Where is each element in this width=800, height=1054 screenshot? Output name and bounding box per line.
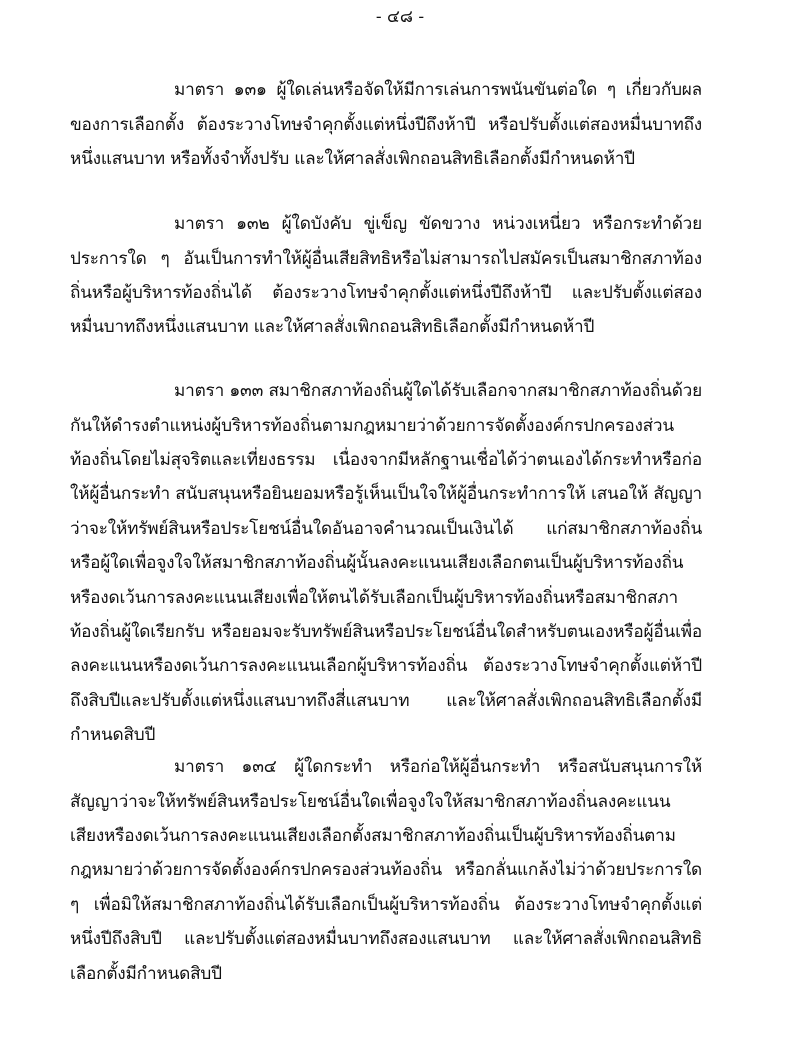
section-133-paragraph: มาตรา ๑๓๓ สมาชิกสภาท้องถิ่นผู้ใดได้รับเลือกจากสมาชิกสภาท้องถิ่นด้วยกันให้ดำรงตำแหน่งผู้บริหารท้องถิ่นตามกฎหมายว่าด้วยการจัดตั้งองค์กรปกครองส่วนท้องถิ่นโดยไม่สุจริตและเที่ยงธรรม เนื่องจากมีหลักฐานเชื่อได้ว่าตนเองได้กระทำหรือก่อให้ผู้อื่นกระทำ สนับสนุนหรือยินยอมหรือรู้เห็นเป็นใจให้ผู้อื่นกระทำการให้ เสนอให้ สัญญาว่าจะให้ทรัพย์สินหรือประโยชน์อื่นใดอันอาจคำนวณเป็นเงินได้ แก่สมาชิกสภาท้องถิ่นหรือผู้ใดเพื่อจูงใจให้สมาชิกสภาท้องถิ่นผู้นั้นลงคะแนนเสียงเลือกตนเป็นผู้บริหารท้องถิ่น หรืองดเว้นการลงคะแนนเสียงเพื่อให้ตนได้รับเลือกเป็นผู้บริหารท้องถิ่นหรือสมาชิกสภาท้องถิ่นผู้ใดเรียกรับ หรือยอมจะรับทรัพย์สินหรือประโยชน์อื่นใดสำหรับตนเองหรือผู้อื่นเพื่อลงคะแนนหรืองดเว้นการลงคะแนนเลือกผู้บริหารท้องถิ่น ต้องระวางโทษจำคุกตั้งแต่ห้าปีถึงสิบปีและปรับตั้งแต่หนึ่งแสนบาทถึงสี่แสนบาท และให้ศาลสั่งเพิกถอนสิทธิเลือกตั้งมีกำหนดสิบปี [70, 381, 702, 746]
section-131-paragraph: มาตรา ๑๓๑ ผู้ใดเล่นหรือจัดให้มีการเล่นการพนันขันต่อใด ๆ เกี่ยวกับผลของการเลือกตั้ง ต้องระวางโทษจำคุกตั้งแต่หนึ่งปีถึงห้าปี หรือปรับตั้งแต่สองหมื่นบาทถึงหนึ่งแสนบาท หรือทั้งจำทั้งปรับ และให้ศาลสั่งเพิกถอนสิทธิเลือกตั้งมีกำหนดห้าปี [70, 80, 702, 169]
page-number: - ๔๘ - [375, 7, 425, 27]
section-132-paragraph: มาตรา ๑๓๒ ผู้ใดบังคับ ขู่เข็ญ ขัดขวาง หน่วงเหนี่ยว หรือกระทำด้วยประการใด ๆ อันเป็นการทำให้ผู้อื่นเสียสิทธิหรือไม่สามารถไปสมัครเป็นสมาชิกสภาท้องถิ่นหรือผู้บริหารท้องถิ่นได้ ต้องระวางโทษจำคุกตั้งแต่หนึ่งปีถึงห้าปี และปรับตั้งแต่สองหมื่นบาทถึงหนึ่งแสนบาท และให้ศาลสั่งเพิกถอนสิทธิเลือกตั้งมีกำหนดห้าปี [70, 214, 702, 338]
section-134-paragraph: มาตรา ๑๓๔ ผู้ใดกระทำ หรือก่อให้ผู้อื่นกระทำ หรือสนับสนุนการให้ สัญญาว่าจะให้ทรัพย์สินหรือประโยชน์อื่นใดเพื่อจูงใจให้สมาชิกสภาท้องถิ่นลงคะแนนเสียงหรืองดเว้นการลงคะแนนเสียงเลือกตั้งสมาชิกสภาท้องถิ่นเป็นผู้บริหารท้องถิ่นตามกฎหมายว่าด้วยการจัดตั้งองค์กรปกครองส่วนท้องถิ่น หรือกลั่นแกล้งไม่ว่าด้วยประการใด ๆ เพื่อมิให้สมาชิกสภาท้องถิ่นได้รับเลือกเป็นผู้บริหารท้องถิ่น ต้องระวางโทษจำคุกตั้งแต่หนึ่งปีถึงสิบปี และปรับตั้งแต่สองหมื่นบาทถึงสองแสนบาท และให้ศาลสั่งเพิกถอนสิทธิเลือกตั้งมีกำหนดสิบปี [70, 757, 702, 984]
